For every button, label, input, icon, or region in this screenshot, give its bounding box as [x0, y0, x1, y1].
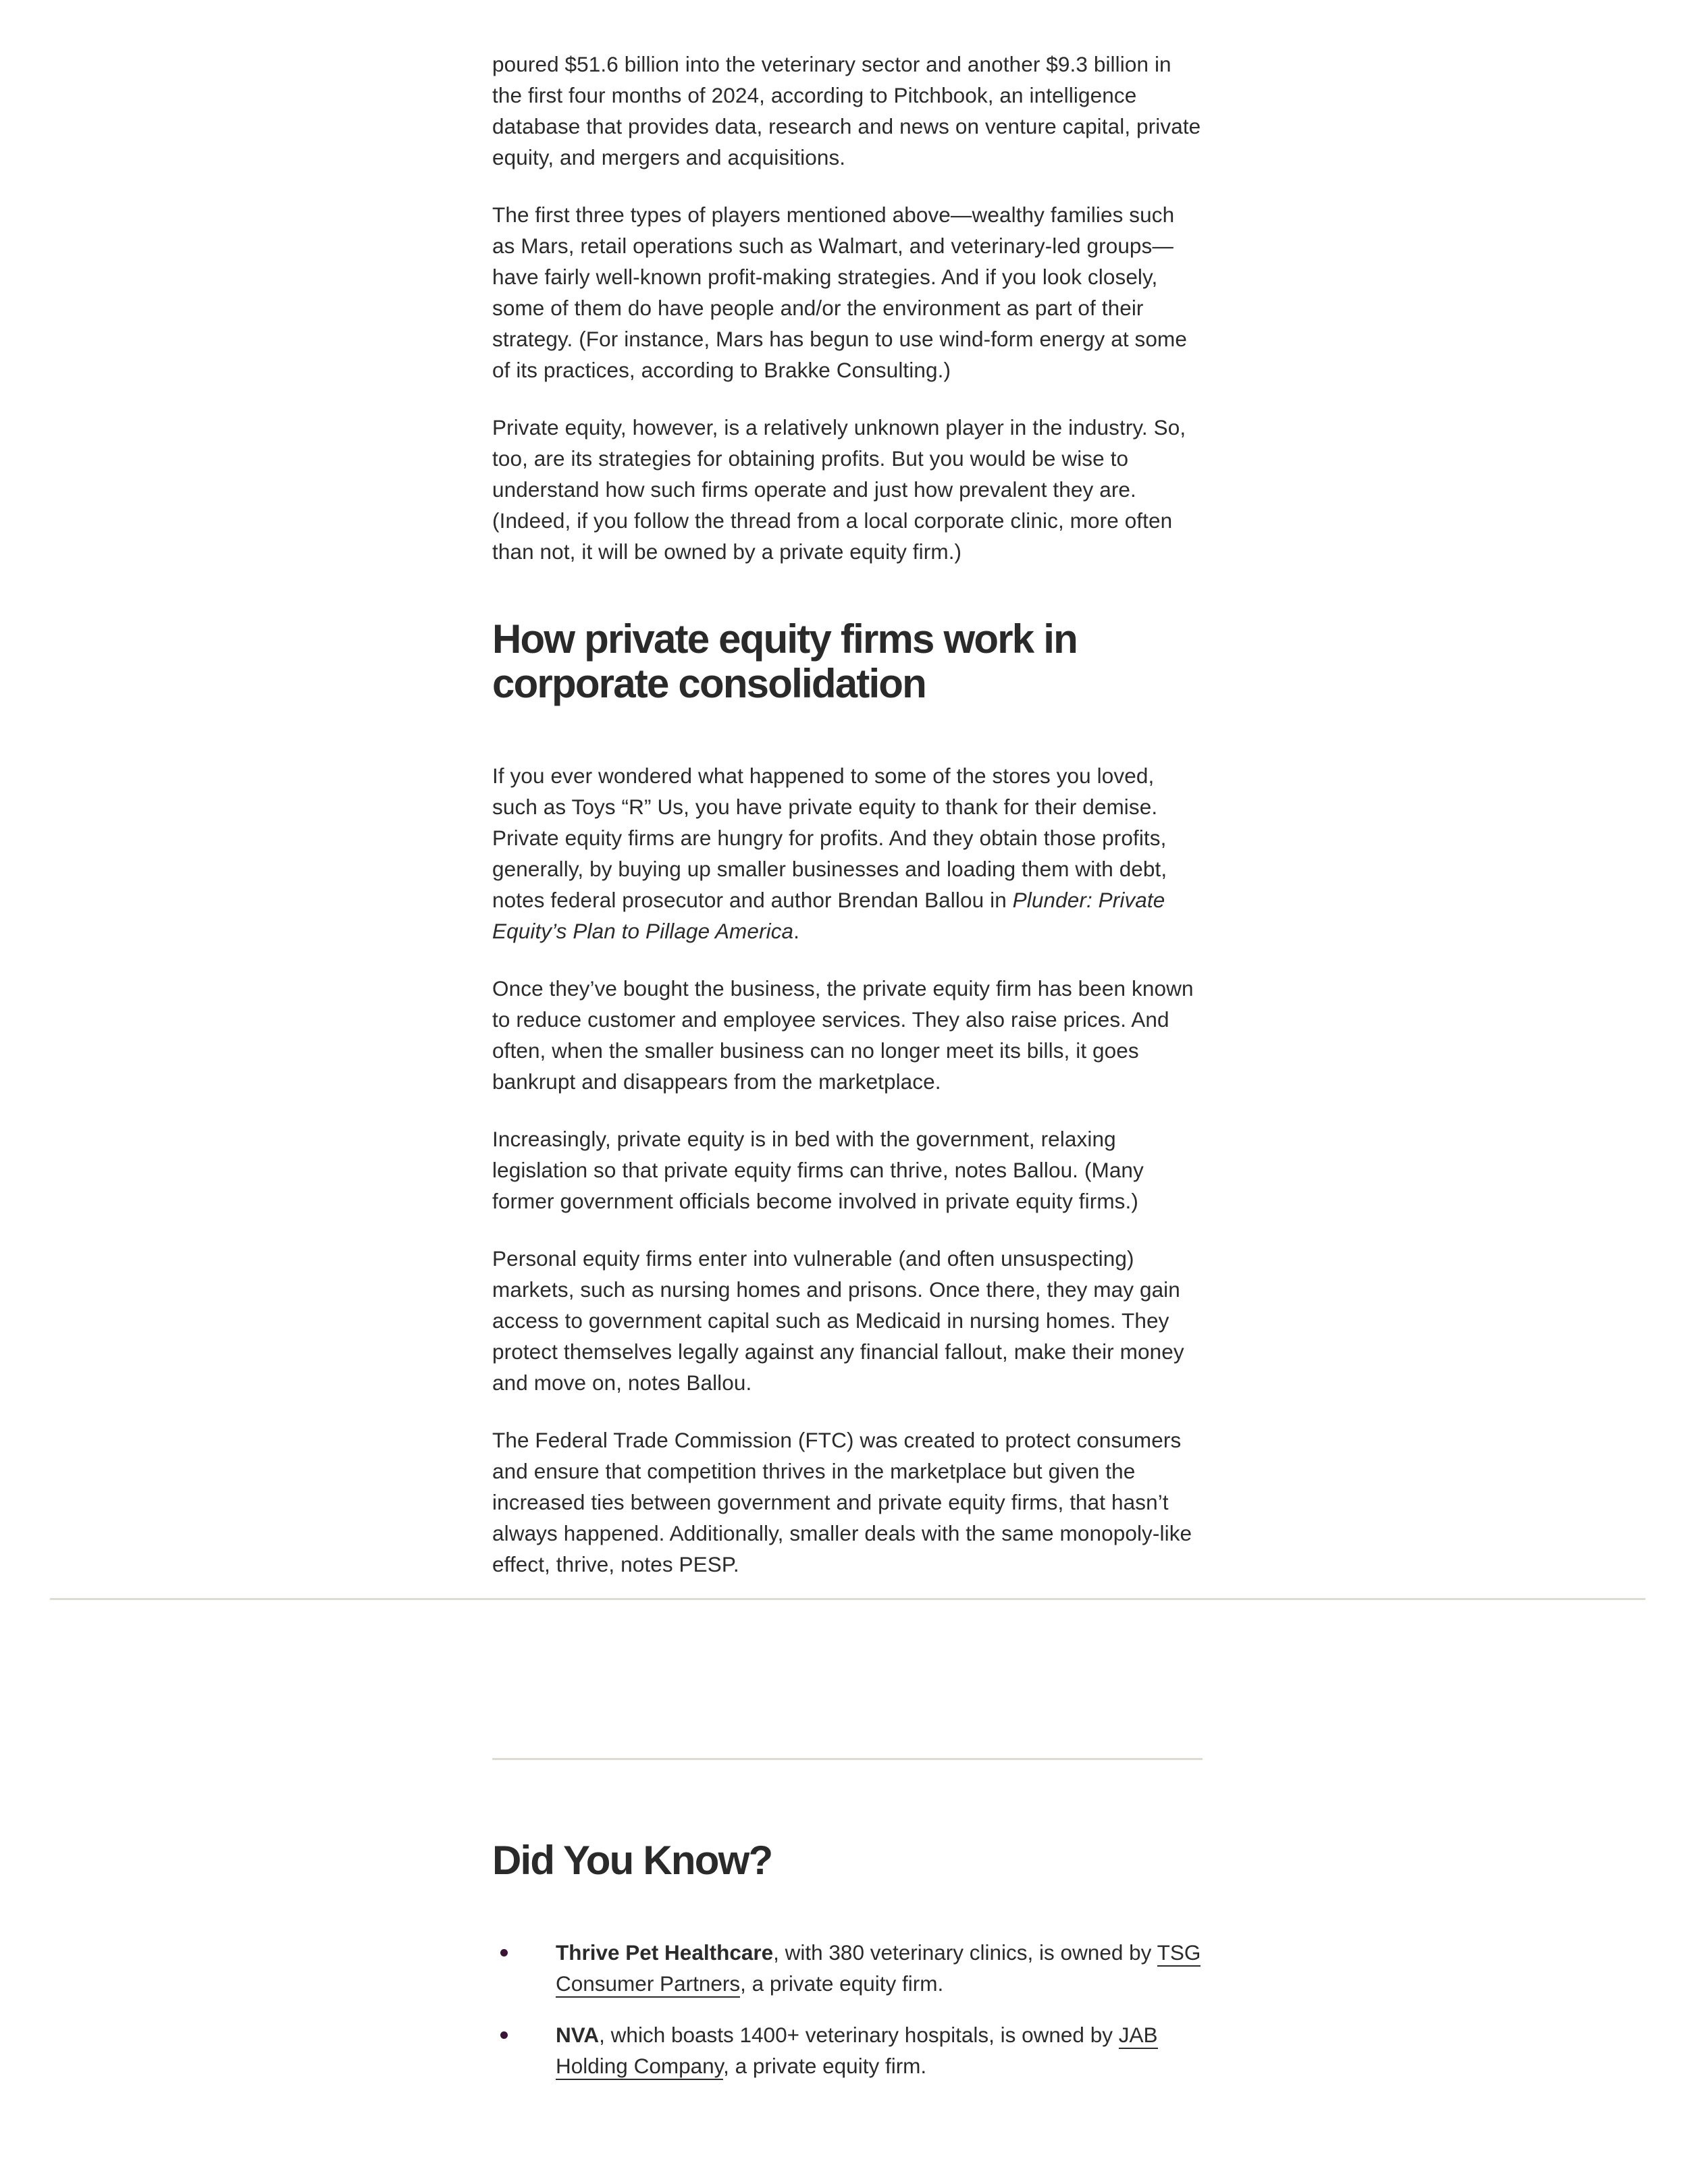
paragraph-after-buyout: Once they’ve bought the business, the private equity firm has been known to reduce customer and employee services. They also raise prices. And often, when the smaller business can no longer meet its bills, it goes bankrupt and disappears from the marketplace.	[492, 976, 1194, 1094]
paragraph-toys-end: .	[793, 919, 800, 943]
owner-link-jab[interactable]: JAB Holding Company	[556, 2023, 1158, 2080]
did-you-know-section	[492, 1758, 1203, 2102]
paragraph-vulnerable-markets: Personal equity firms enter into vulnerable (and often unsuspecting) markets, such as nursing homes and prisons. Once there, they may gain access to government capital such as Medicaid in nursing homes. They protect themselves legally against any financial fallout, make their money and move on, notes Ballou.	[492, 1246, 1184, 1395]
list-item	[492, 2019, 1203, 2081]
paragraph-industry-players: The first three types of players mentioned above—wealthy families such as Mars, retail operations such as Walmart, and veterinary-led groups—have fairly well-known profit-making strategies. And if you look closely, some of them do have people and/or the environment as part of their strategy. (For instance, Mars has begun to use wind-form energy at some of its practices, according to Brakke Consulting.)	[492, 203, 1187, 382]
bullet-icon	[500, 2031, 508, 2039]
fact-text-end: , a private equity firm.	[740, 1971, 944, 1996]
paragraph-government-ties: Increasingly, private equity is in bed with the government, relaxing legislation so that private equity firms can thrive, notes Ballou. (Many former government officials become involved in private equity firms.)	[492, 1127, 1144, 1213]
paragraph-ftc: The Federal Trade Commission (FTC) was created to protect consumers and ensure that competition thrives in the marketplace but given the increased ties between government and private equity firms, that hasn’t always happened. Additionally, smaller deals with the same monopoly-like effect, thrive, notes PESP.	[492, 1428, 1192, 1576]
fact-text: , with 380 veterinary clinics, is owned by	[773, 1940, 1157, 1965]
company-name: Thrive Pet Healthcare	[556, 1940, 774, 1965]
paragraph-toys-text: If you ever wondered what happened to some of the stores you loved, such as Toys “R” Us, you have private equity to thank for their demise. Private equity firms are hungry for profits. And they obtain those profits, generally, by buying up smaller businesses and loading them with debt, notes federal prosecutor and author Brendan Ballou in	[492, 764, 1167, 912]
bullet-icon	[500, 1949, 508, 1956]
full-width-divider	[50, 1598, 1645, 1600]
section-divider	[492, 1758, 1203, 1760]
book-title: Plunder: Private Equity’s Plan to Pillage America	[492, 888, 1165, 943]
paragraph-private-equity-unknown: Private equity, however, is a relatively unknown player in the industry. So, too, are its strategies for obtaining profits. But you would be wise to understand how such firms operate and just how prevalent they are. (Indeed, if you follow the thread from a local corporate clinic, more often than not, it will be owned by a private equity firm.)	[492, 415, 1186, 564]
fact-text: , which boasts 1400+ veterinary hospitals, is owned by	[599, 2023, 1119, 2047]
section-heading-consolidation: How private equity firms work in corporate consolidation	[492, 616, 1077, 706]
paragraph-toys-r-us	[492, 760, 1203, 947]
list-item	[492, 1937, 1203, 1999]
paragraph-pitchbook-funding: poured $51.6 billion into the veterinary sector and another $9.3 billion in the first four months of 2024, according to Pitchbook, an intelligence database that provides data, research and news on venture capital, private equity, and mergers and acquisitions.	[492, 52, 1201, 169]
did-you-know-heading: Did You Know?	[492, 1838, 772, 1883]
article-body	[492, 49, 1203, 1606]
company-name: NVA	[556, 2023, 600, 2047]
owner-link-tsg[interactable]: TSG Consumer Partners	[556, 1940, 1201, 1998]
fact-text-end: , a private equity firm.	[723, 2054, 927, 2078]
facts-list	[492, 1937, 1203, 2081]
